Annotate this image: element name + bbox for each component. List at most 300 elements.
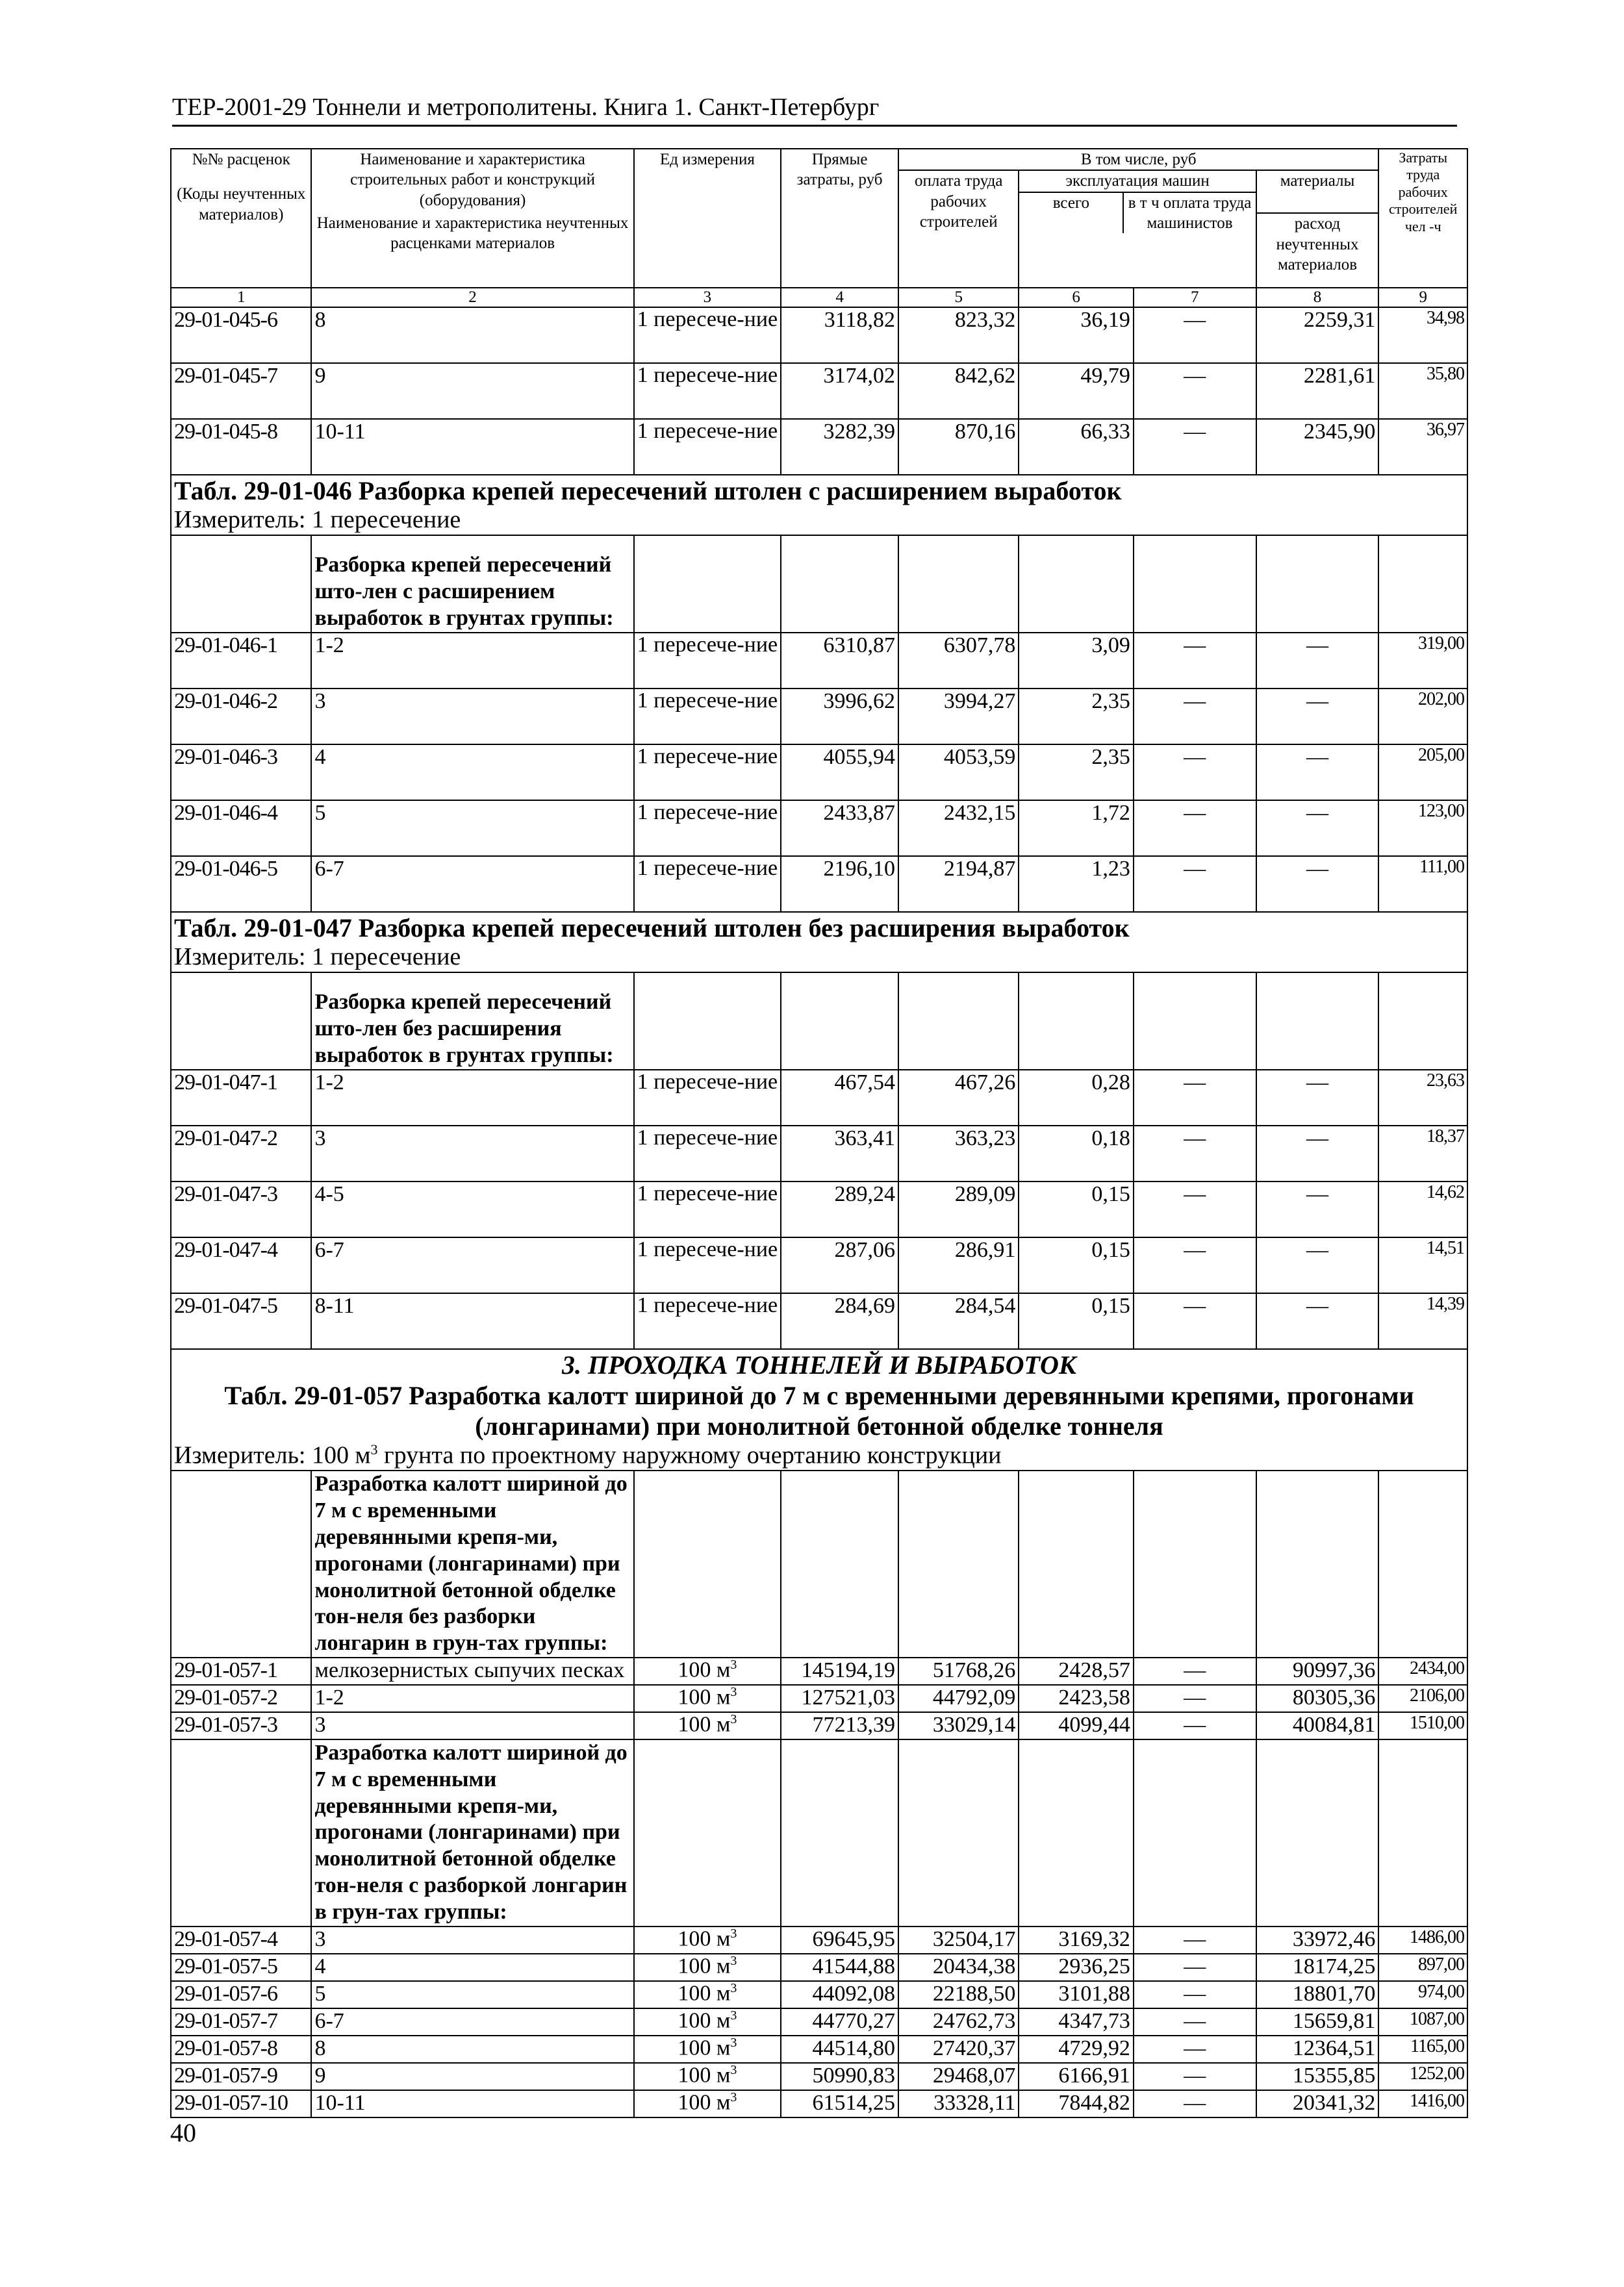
table-row [171, 1237, 1467, 1293]
direct-cost: 3282,39 [781, 419, 898, 475]
unit-base: 100 м [678, 1658, 731, 1682]
col-header-unit: Ед измерения [634, 149, 781, 288]
operator-wages: — [1134, 1954, 1256, 1981]
direct-cost: 284,69 [781, 1293, 898, 1349]
col-header-materials [1256, 170, 1379, 288]
group-name: Разборка крепей пересечений што-лен без расширения выработок в грунтах группы: [311, 972, 633, 1070]
empty-cell [1134, 1471, 1256, 1658]
col-header-materials-sub: расход неучтенных материалов [1276, 215, 1359, 273]
wages-cost: 2432,15 [898, 800, 1019, 856]
materials-cost: — [1256, 1070, 1379, 1126]
col-header-wages: оплата труда рабочих строителей [898, 170, 1019, 288]
col-header-code [171, 149, 311, 288]
rate-name: 4-5 [311, 1181, 633, 1237]
rate-unit [634, 1712, 781, 1739]
unit-exponent: 3 [730, 2062, 737, 2077]
materials-cost: 18801,70 [1256, 1981, 1379, 2008]
group-name: Разработка калотт шириной до 7 м с временными деревянными крепя-ми, прогонами (лонгаринами) при монолитной бетонной обделке тон-неля без разборки лонгарин в грун-тах группы: [311, 1471, 633, 1658]
operator-wages: — [1134, 744, 1256, 800]
wages-cost: 4053,59 [898, 744, 1019, 800]
materials-cost: 12364,51 [1256, 2036, 1379, 2063]
direct-cost: 363,41 [781, 1126, 898, 1181]
operator-wages: — [1134, 1237, 1256, 1293]
materials-cost: — [1256, 744, 1379, 800]
direct-cost: 3174,02 [781, 363, 898, 419]
direct-cost: 50990,83 [781, 2063, 898, 2090]
rate-unit: 1 пересече-ние [634, 689, 781, 744]
wages-cost: 6307,78 [898, 633, 1019, 689]
wages-cost: 32504,17 [898, 1927, 1019, 1954]
rate-unit [634, 1927, 781, 1954]
materials-cost: — [1256, 1237, 1379, 1293]
table-header-row [171, 149, 1467, 170]
empty-cell [1019, 972, 1134, 1070]
machine-cost: 2,35 [1019, 689, 1134, 744]
group-header-row [171, 1739, 1467, 1927]
wages-cost: 20434,38 [898, 1954, 1019, 1981]
rate-unit [634, 2063, 781, 2090]
rate-unit [634, 1658, 781, 1685]
table-row [171, 633, 1467, 689]
wages-cost: 33029,14 [898, 1712, 1019, 1739]
wages-cost: 24762,73 [898, 2008, 1019, 2036]
unit-exponent: 3 [730, 1980, 737, 1995]
group-name: Разборка крепей пересечений што-лен с расширением выработок в грунтах группы: [311, 535, 633, 633]
table-row [171, 2008, 1467, 2036]
labor-hours: 1510,00 [1378, 1712, 1467, 1739]
empty-cell [171, 1471, 311, 1658]
direct-cost: 467,54 [781, 1070, 898, 1126]
machine-cost: 66,33 [1019, 419, 1134, 475]
unit-exponent: 3 [730, 1953, 737, 1968]
table-row [171, 1927, 1467, 1954]
empty-cell [1256, 535, 1379, 633]
table-row [171, 744, 1467, 800]
col-number: 5 [898, 288, 1019, 307]
price-table [170, 148, 1468, 2118]
unit-base: 100 м [678, 1712, 731, 1737]
machine-cost: 4347,73 [1019, 2008, 1134, 2036]
machine-cost: 2428,57 [1019, 1658, 1134, 1685]
col-header-machines [1019, 170, 1256, 288]
wages-cost: 363,23 [898, 1126, 1019, 1181]
unit-exponent: 3 [730, 2035, 737, 2050]
operator-wages: — [1134, 307, 1256, 363]
col-number: 4 [781, 288, 898, 307]
unit-exponent: 3 [730, 1712, 737, 1727]
rate-name: 1-2 [311, 633, 633, 689]
operator-wages: — [1134, 1981, 1256, 2008]
col-number: 8 [1256, 288, 1379, 307]
rate-unit: 1 пересече-ние [634, 1126, 781, 1181]
materials-cost: 40084,81 [1256, 1712, 1379, 1739]
labor-hours: 1252,00 [1378, 2063, 1467, 2090]
direct-cost: 44770,27 [781, 2008, 898, 2036]
materials-cost: 2281,61 [1256, 363, 1379, 419]
group-header-row [171, 1471, 1467, 1658]
table-row [171, 1954, 1467, 1981]
table-row [171, 307, 1467, 363]
machine-cost: 0,28 [1019, 1070, 1134, 1126]
rate-unit: 1 пересече-ние [634, 1070, 781, 1126]
materials-cost: — [1256, 633, 1379, 689]
rate-code: 29-01-057-6 [171, 1981, 311, 2008]
labor-hours: 974,00 [1378, 1981, 1467, 2008]
table-title: Табл. 29-01-046 Разборка крепей пересечений штолен с расширением выработок [174, 476, 1122, 505]
materials-cost: — [1256, 856, 1379, 912]
rate-unit [634, 2090, 781, 2117]
rate-name: 5 [311, 800, 633, 856]
rate-name: 6-7 [311, 1237, 633, 1293]
rate-unit: 1 пересече-ние [634, 856, 781, 912]
group-header-row [171, 535, 1467, 633]
empty-cell [1019, 1739, 1134, 1927]
direct-cost: 2433,87 [781, 800, 898, 856]
empty-cell [781, 972, 898, 1070]
rate-unit [634, 1954, 781, 1981]
direct-cost: 6310,87 [781, 633, 898, 689]
rate-unit: 1 пересече-ние [634, 363, 781, 419]
table-title-line1: Табл. 29-01-057 Разработка калотт шириной до 7 м с временными деревянными крепями, прогонами [224, 1380, 1414, 1410]
rate-unit: 1 пересече-ние [634, 800, 781, 856]
empty-cell [171, 1739, 311, 1927]
rate-name: 3 [311, 689, 633, 744]
table-title-line2: (лонгаринами) при монолитной бетонной обделке тоннеля [475, 1411, 1163, 1441]
materials-cost: 15659,81 [1256, 2008, 1379, 2036]
group-name: Разработка калотт шириной до 7 м с временными деревянными крепя-ми, прогонами (лонгаринами) при монолитной бетонной обделке тон-неля с разборкой лонгарин в грун-тах группы: [311, 1739, 633, 1927]
col-header-name-label: Наименование и характеристика строительных работ и конструкций (оборудования) [350, 151, 595, 209]
unit-base: 100 м [678, 1953, 731, 1978]
materials-cost: 33972,46 [1256, 1927, 1379, 1954]
col-header-labor: Затраты труда рабочих строителей чел -ч [1378, 149, 1467, 288]
operator-wages: — [1134, 2008, 1256, 2036]
rate-unit [634, 1685, 781, 1712]
empty-cell [634, 972, 781, 1070]
wages-cost: 870,16 [898, 419, 1019, 475]
operator-wages: — [1134, 2063, 1256, 2090]
labor-hours: 319,00 [1378, 633, 1467, 689]
rate-name: 1-2 [311, 1685, 633, 1712]
materials-cost: — [1256, 800, 1379, 856]
rate-code: 29-01-046-5 [171, 856, 311, 912]
direct-cost: 41544,88 [781, 1954, 898, 1981]
rate-name: 10-11 [311, 419, 633, 475]
rate-name: 8-11 [311, 1293, 633, 1349]
table-row [171, 800, 1467, 856]
labor-hours: 14,39 [1378, 1293, 1467, 1349]
wages-cost: 27420,37 [898, 2036, 1019, 2063]
wages-cost: 289,09 [898, 1181, 1019, 1237]
rate-code: 29-01-057-7 [171, 2008, 311, 2036]
rate-code: 29-01-057-4 [171, 1927, 311, 1954]
empty-cell [898, 972, 1019, 1070]
col-header-name [311, 149, 633, 288]
labor-hours: 2106,00 [1378, 1685, 1467, 1712]
rate-name: 3 [311, 1927, 633, 1954]
labor-hours: 23,63 [1378, 1070, 1467, 1126]
empty-cell [781, 1471, 898, 1658]
unit-exponent: 3 [730, 1926, 737, 1941]
unit-exponent: 3 [730, 1658, 737, 1673]
wages-cost: 286,91 [898, 1237, 1019, 1293]
wages-cost: 29468,07 [898, 2063, 1019, 2090]
rate-code: 29-01-046-3 [171, 744, 311, 800]
materials-cost: — [1256, 1181, 1379, 1237]
direct-cost: 4055,94 [781, 744, 898, 800]
col-header-materials-label: материалы [1257, 171, 1378, 214]
labor-hours: 36,97 [1378, 419, 1467, 475]
empty-cell [1378, 972, 1467, 1070]
wages-cost: 22188,50 [898, 1981, 1019, 2008]
direct-cost: 3118,82 [781, 307, 898, 363]
measurer-exponent: 3 [370, 1441, 378, 1458]
table-row [171, 1070, 1467, 1126]
empty-cell [1378, 1739, 1467, 1927]
rate-name: мелкозернистых сыпучих песках [311, 1658, 633, 1685]
table-row [171, 1126, 1467, 1181]
table-row [171, 1685, 1467, 1712]
operator-wages: — [1134, 800, 1256, 856]
materials-cost: 90997,36 [1256, 1658, 1379, 1685]
empty-cell [1256, 1739, 1379, 1927]
empty-cell [1019, 535, 1134, 633]
measurer-text: Измеритель: 100 м [174, 1441, 371, 1469]
table-row [171, 2036, 1467, 2063]
table-row [171, 856, 1467, 912]
col-number: 1 [171, 288, 311, 307]
empty-cell [898, 1471, 1019, 1658]
empty-cell [781, 535, 898, 633]
col-header-code-label: №№ расценок [192, 151, 290, 168]
operator-wages: — [1134, 2090, 1256, 2117]
empty-cell [171, 972, 311, 1070]
rate-unit [634, 2036, 781, 2063]
unit-base: 100 м [678, 1926, 731, 1951]
direct-cost: 2196,10 [781, 856, 898, 912]
labor-hours: 897,00 [1378, 1954, 1467, 1981]
materials-cost: 80305,36 [1256, 1685, 1379, 1712]
section-title: 3. ПРОХОДКА ТОННЕЛЕЙ И ВЫРАБОТОК [562, 1350, 1076, 1380]
operator-wages: — [1134, 363, 1256, 419]
empty-cell [1378, 1471, 1467, 1658]
empty-cell [1019, 1471, 1134, 1658]
labor-hours: 18,37 [1378, 1126, 1467, 1181]
table-row [171, 2090, 1467, 2117]
rate-unit: 1 пересече-ние [634, 1237, 781, 1293]
table-row [171, 419, 1467, 475]
empty-cell [634, 535, 781, 633]
labor-hours: 1087,00 [1378, 2008, 1467, 2036]
empty-cell [1134, 972, 1256, 1070]
machine-cost: 0,18 [1019, 1126, 1134, 1181]
col-header-name-sub: Наименование и характеристика неучтенных расценками материалов [316, 214, 629, 252]
machine-cost: 6166,91 [1019, 2063, 1134, 2090]
empty-cell [1256, 1471, 1379, 1658]
wages-cost: 284,54 [898, 1293, 1019, 1349]
materials-cost: — [1256, 1126, 1379, 1181]
table-row [171, 689, 1467, 744]
direct-cost: 127521,03 [781, 1685, 898, 1712]
table-row [171, 1658, 1467, 1685]
table-047-title-cell [171, 912, 1467, 972]
table-057-title [171, 1349, 1467, 1471]
operator-wages: — [1134, 1927, 1256, 1954]
machine-cost: 1,23 [1019, 856, 1134, 912]
table-measurer: Измеритель: 1 пересечение [174, 943, 461, 971]
measurer-text-2: грунта по проектному наружному очертанию конструкции [377, 1441, 1002, 1469]
materials-cost: 2345,90 [1256, 419, 1379, 475]
unit-base: 100 м [678, 1980, 731, 2005]
operator-wages: — [1134, 1126, 1256, 1181]
empty-cell [634, 1471, 781, 1658]
wages-cost: 2194,87 [898, 856, 1019, 912]
unit-exponent: 3 [730, 2008, 737, 2023]
machine-cost: 3,09 [1019, 633, 1134, 689]
wages-cost: 842,62 [898, 363, 1019, 419]
col-number: 7 [1134, 288, 1256, 307]
rate-code: 29-01-057-8 [171, 2036, 311, 2063]
rate-code: 29-01-047-3 [171, 1181, 311, 1237]
machine-cost: 0,15 [1019, 1181, 1134, 1237]
materials-cost: — [1256, 689, 1379, 744]
rate-name: 9 [311, 363, 633, 419]
direct-cost: 145194,19 [781, 1658, 898, 1685]
rate-code: 29-01-047-5 [171, 1293, 311, 1349]
empty-cell [1134, 535, 1256, 633]
labor-hours: 123,00 [1378, 800, 1467, 856]
unit-base: 100 м [678, 2008, 731, 2032]
operator-wages: — [1134, 633, 1256, 689]
empty-cell [1134, 1739, 1256, 1927]
operator-wages: — [1134, 1181, 1256, 1237]
direct-cost: 287,06 [781, 1237, 898, 1293]
col-header-group: В том числе, руб [898, 149, 1378, 170]
labor-hours: 35,80 [1378, 363, 1467, 419]
rate-unit: 1 пересече-ние [634, 1181, 781, 1237]
unit-base: 100 м [678, 1685, 731, 1710]
labor-hours: 1165,00 [1378, 2036, 1467, 2063]
empty-cell [634, 1739, 781, 1927]
operator-wages: — [1134, 1685, 1256, 1712]
running-header: ТЕР-2001-29 Тоннели и метрополитены. Книга 1. Санкт-Петербург [172, 94, 880, 121]
unit-exponent: 3 [730, 2090, 737, 2104]
table-measurer [174, 1441, 1464, 1470]
operator-wages: — [1134, 856, 1256, 912]
materials-cost: 20341,32 [1256, 2090, 1379, 2117]
machine-cost: 2423,58 [1019, 1685, 1134, 1712]
wages-cost: 3994,27 [898, 689, 1019, 744]
header-rule [172, 125, 1457, 127]
empty-cell [1378, 535, 1467, 633]
rate-unit: 1 пересече-ние [634, 744, 781, 800]
table-row [171, 1981, 1467, 2008]
labor-hours: 1486,00 [1378, 1927, 1467, 1954]
page-number: 40 [170, 2118, 196, 2147]
rate-code: 29-01-047-1 [171, 1070, 311, 1126]
machine-cost: 3169,32 [1019, 1927, 1134, 1954]
operator-wages: — [1134, 1712, 1256, 1739]
col-number: 2 [311, 288, 633, 307]
operator-wages: — [1134, 689, 1256, 744]
machine-cost: 49,79 [1019, 363, 1134, 419]
rate-unit: 1 пересече-ние [634, 1293, 781, 1349]
labor-hours: 205,00 [1378, 744, 1467, 800]
group-header-row [171, 972, 1467, 1070]
rate-code: 29-01-057-1 [171, 1658, 311, 1685]
unit-exponent: 3 [730, 1685, 737, 1700]
rate-code: 29-01-057-5 [171, 1954, 311, 1981]
table-measurer: Измеритель: 1 пересечение [174, 506, 461, 534]
rate-unit: 1 пересече-ние [634, 419, 781, 475]
rate-code: 29-01-046-4 [171, 800, 311, 856]
labor-hours: 14,62 [1378, 1181, 1467, 1237]
materials-cost: 15355,85 [1256, 2063, 1379, 2090]
rate-unit [634, 1981, 781, 2008]
labor-hours: 111,00 [1378, 856, 1467, 912]
direct-cost: 44092,08 [781, 1981, 898, 2008]
table-046-title [171, 475, 1467, 535]
rate-code: 29-01-045-8 [171, 419, 311, 475]
rate-name: 9 [311, 2063, 633, 2090]
rate-name: 3 [311, 1126, 633, 1181]
col-header-machines-total: всего [1019, 193, 1124, 234]
rate-code: 29-01-046-2 [171, 689, 311, 744]
materials-cost: 18174,25 [1256, 1954, 1379, 1981]
table-row [171, 1293, 1467, 1349]
col-header-direct: Прямые затраты, руб [781, 149, 898, 288]
col-header-machines-label: эксплуатация машин [1019, 171, 1255, 192]
rate-code: 29-01-057-2 [171, 1685, 311, 1712]
rate-code: 29-01-057-9 [171, 2063, 311, 2090]
machine-cost: 36,19 [1019, 307, 1134, 363]
rate-unit: 1 пересече-ние [634, 307, 781, 363]
machine-cost: 0,15 [1019, 1293, 1134, 1349]
table-row [171, 1181, 1467, 1237]
col-header-code-sub: (Коды неучтенных материалов) [177, 185, 306, 223]
direct-cost: 44514,80 [781, 2036, 898, 2063]
rate-name: 3 [311, 1712, 633, 1739]
empty-cell [171, 535, 311, 633]
rate-code: 29-01-045-6 [171, 307, 311, 363]
unit-base: 100 м [678, 2090, 731, 2114]
table-row [171, 1712, 1467, 1739]
machine-cost: 4729,92 [1019, 2036, 1134, 2063]
labor-hours: 2434,00 [1378, 1658, 1467, 1685]
empty-cell [781, 1739, 898, 1927]
direct-cost: 61514,25 [781, 2090, 898, 2117]
wages-cost: 33328,11 [898, 2090, 1019, 2117]
materials-cost: — [1256, 1293, 1379, 1349]
rate-name: 5 [311, 1981, 633, 2008]
rate-name: 6-7 [311, 856, 633, 912]
rate-name: 4 [311, 744, 633, 800]
wages-cost: 44792,09 [898, 1685, 1019, 1712]
rate-code: 29-01-047-2 [171, 1126, 311, 1181]
direct-cost: 289,24 [781, 1181, 898, 1237]
rate-code: 29-01-047-4 [171, 1237, 311, 1293]
operator-wages: — [1134, 1658, 1256, 1685]
empty-cell [898, 535, 1019, 633]
table-row [171, 363, 1467, 419]
rate-unit: 1 пересече-ние [634, 633, 781, 689]
wages-cost: 823,32 [898, 307, 1019, 363]
machine-cost: 3101,88 [1019, 1981, 1134, 2008]
operator-wages: — [1134, 2036, 1256, 2063]
direct-cost: 3996,62 [781, 689, 898, 744]
table-row [171, 2063, 1467, 2090]
machine-cost: 4099,44 [1019, 1712, 1134, 1739]
direct-cost: 77213,39 [781, 1712, 898, 1739]
